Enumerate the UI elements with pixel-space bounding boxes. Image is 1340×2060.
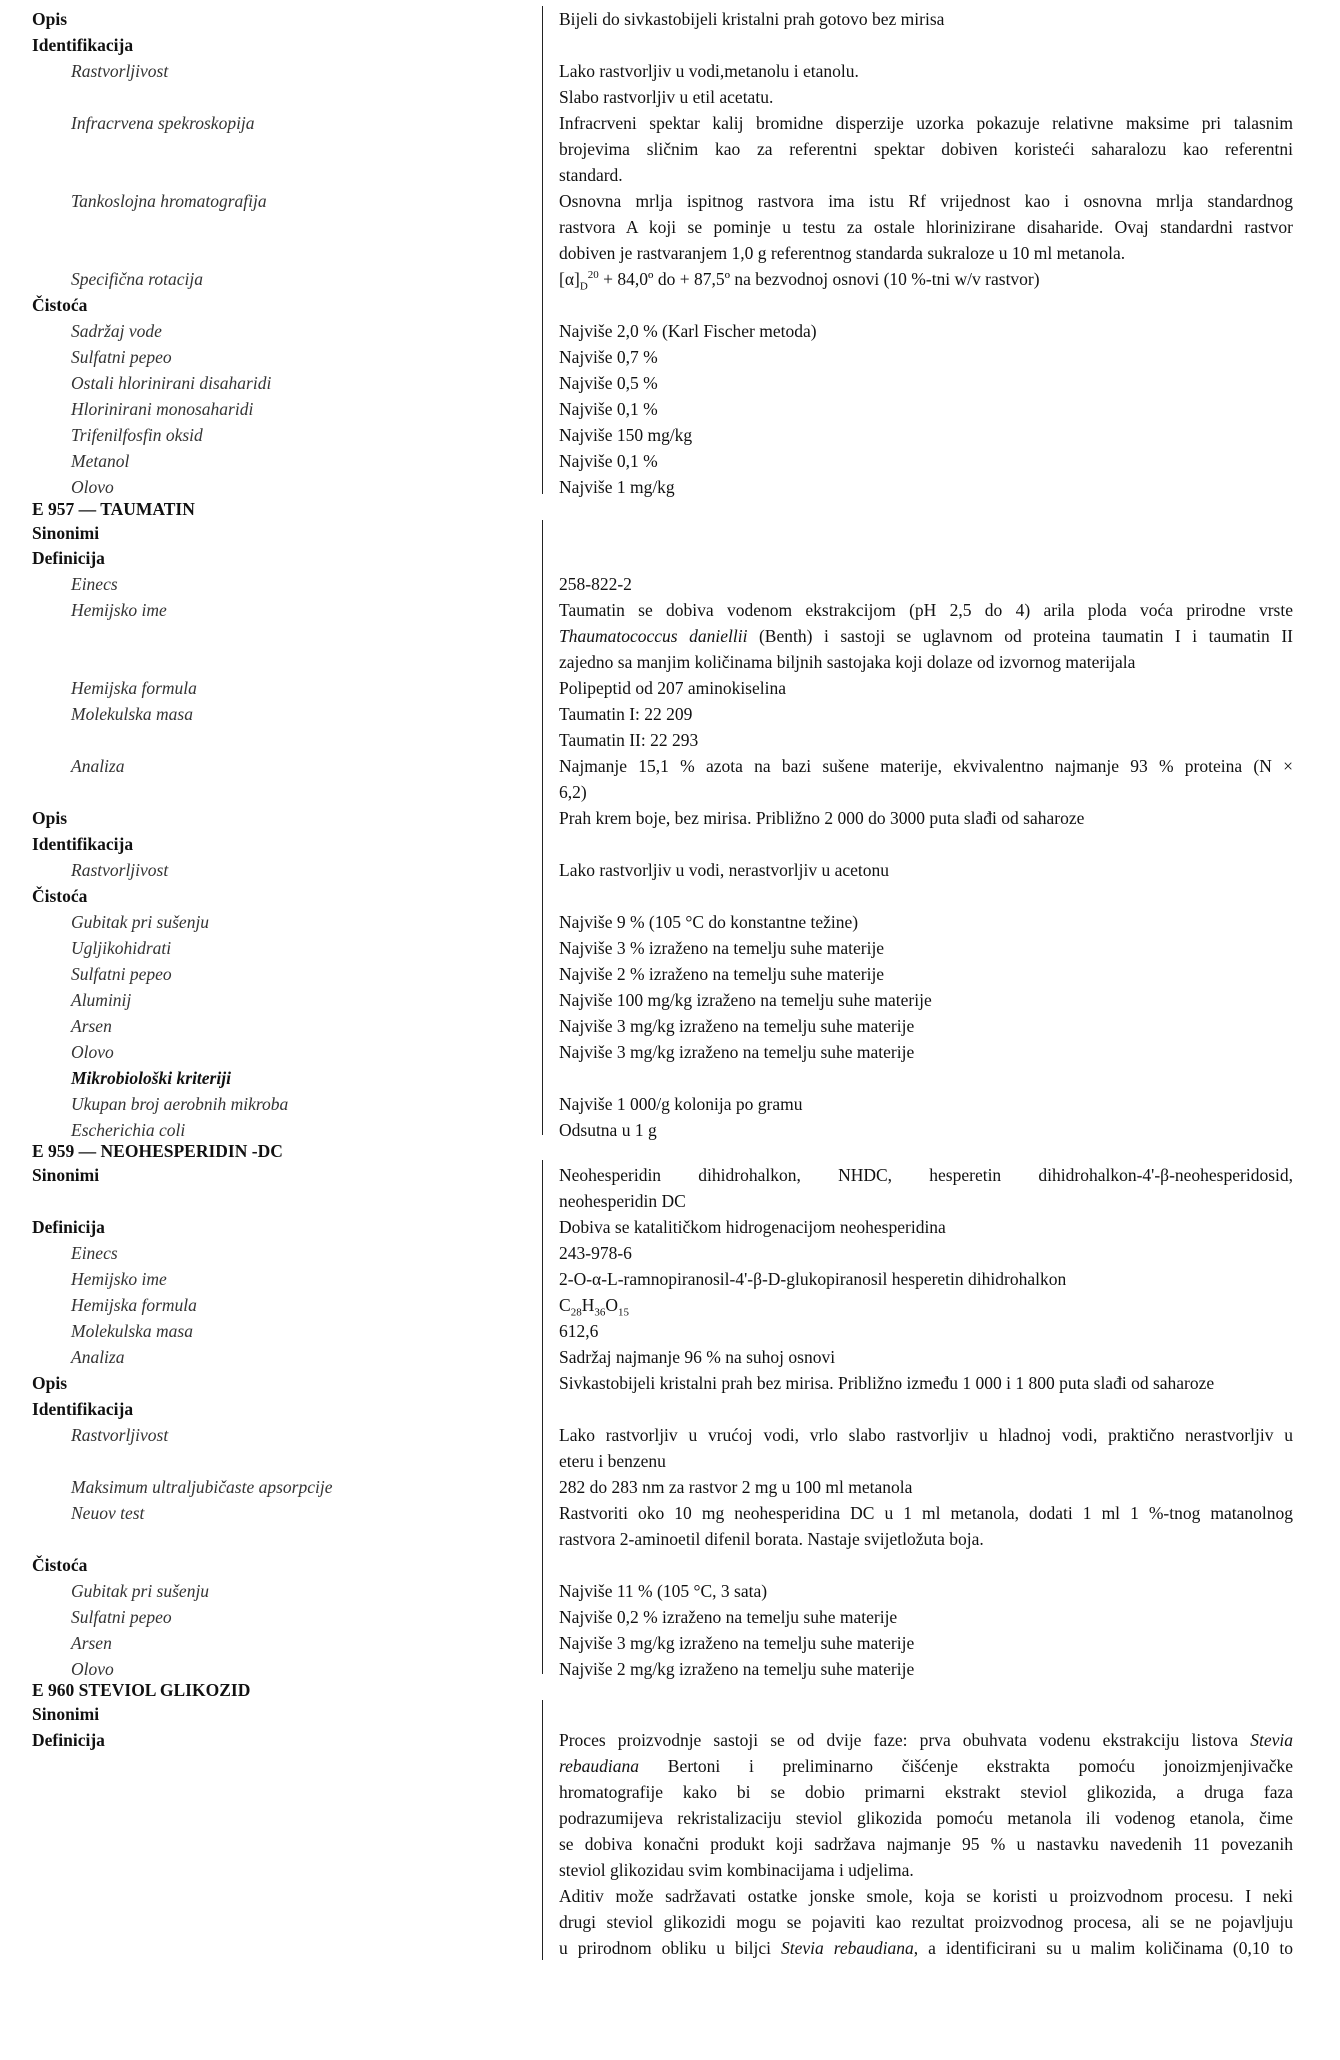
heading-cistoca: Čistoća — [32, 295, 88, 315]
purity-label: Olovo — [71, 477, 114, 497]
value-line: eteru i benzenu — [559, 1451, 666, 1471]
label-hemijsko-ime: Hemijsko ime — [71, 1269, 167, 1289]
value-line: standard. — [559, 165, 623, 185]
heading-cistoca: Čistoća — [32, 886, 88, 906]
value-text: (Benth) i sastoji se uglavnom od proteina taumatin I i taumatin II — [747, 626, 1293, 646]
alpha-symbol: [α] — [559, 269, 580, 289]
label-rastvorljivost: Rastvorljivost — [71, 860, 169, 880]
value-analiza: Sadržaj najmanje 96 % na suhoj osnovi — [559, 1347, 836, 1367]
label-aerobni: Ukupan broj aerobnih mikroba — [71, 1094, 289, 1114]
value-line: rastvora A koji se pominje u testu za ostale hlorinizirane disaharide. Ovaj standardni rastvor — [559, 217, 1293, 237]
label-neu: Neuov test — [71, 1503, 145, 1523]
column-rule — [542, 6, 543, 494]
purity-label: Aluminij — [71, 990, 132, 1010]
value-definicija — [559, 1727, 1293, 1961]
value-line: hromatografije kako bi se dobio primarni ekstrakt steviol glikozida, a druga faza — [559, 1782, 1293, 1802]
heading-cistoca: Čistoća — [32, 1555, 88, 1575]
label-formula: Hemijska formula — [71, 1295, 197, 1315]
purity-value: Najviše 3 mg/kg izraženo na temelju suhe materije — [559, 1633, 915, 1653]
purity-value: Najviše 0,5 % — [559, 373, 658, 393]
purity-value: Najviše 1 mg/kg — [559, 477, 675, 497]
label-rastvorljivost: Rastvorljivost — [71, 61, 169, 81]
purity-value: Najviše 3 mg/kg izraženo na temelju suhe materije — [559, 1042, 915, 1062]
value-line: Aditiv može sadržavati ostatke jonske smole, koja se koristi u proizvodnom procesu. I neki — [559, 1886, 1293, 1906]
label-opis: Opis — [32, 808, 68, 828]
value-text: u prirodnom obliku u biljci — [559, 1938, 781, 1958]
purity-value: Najviše 0,7 % — [559, 347, 658, 367]
label-ir: Infracrvena spekroskopija — [71, 113, 255, 133]
value-neu — [559, 1500, 1293, 1552]
superscript: 20 — [587, 269, 599, 282]
value-ir — [559, 110, 1293, 188]
purity-label: Hlorinirani monosaharidi — [71, 399, 254, 419]
purity-label: Sulfatni pepeo — [71, 347, 172, 367]
column-rule — [542, 1160, 543, 1674]
purity-value: Najviše 11 % (105 °C, 3 sata) — [559, 1581, 768, 1601]
purity-label: Trifenilfosfin oksid — [71, 425, 203, 445]
value-line — [559, 1935, 1293, 1961]
subscript: 28 — [570, 1306, 582, 1319]
heading-definicija: Definicija — [32, 1217, 105, 1237]
section-title-e960: E 960 STEVIOL GLIKOZID — [32, 1680, 251, 1700]
value-uv: 282 do 283 nm za rastvor 2 mg u 100 ml metanola — [559, 1477, 913, 1497]
label-rastvorljivost: Rastvorljivost — [71, 1425, 169, 1445]
value-line: Infracrveni spektar kalij bromidne disperzije uzorka pokazuje relativne maksime pri talasnim — [559, 113, 1293, 133]
heading-sinonimi: Sinonimi — [32, 1165, 100, 1185]
purity-label: Metanol — [71, 451, 130, 471]
label-rotacija: Specifična rotacija — [71, 269, 204, 289]
element-symbol: O — [605, 1295, 618, 1315]
rotation-range: + 84,0º do + 87,5º na bezvodnoj osnovi (10 %-tni w/v rastvor) — [598, 269, 1040, 289]
purity-label: Gubitak pri sušenju — [71, 912, 210, 932]
label-analiza: Analiza — [71, 756, 125, 776]
purity-label: Sadržaj vode — [71, 321, 162, 341]
purity-value: Najviše 2,0 % (Karl Fischer metoda) — [559, 321, 817, 341]
purity-label: Gubitak pri sušenju — [71, 1581, 210, 1601]
value-line: Rastvoriti oko 10 mg neohesperidina DC u 1 ml metanola, dodati 1 ml 1 %-tnog matanolnog — [559, 1503, 1293, 1523]
value-rastvorljivost: Lako rastvorljiv u vodi, nerastvorljiv u acetonu — [559, 860, 889, 880]
label-masa: Molekulska masa — [71, 704, 193, 724]
value-line: Lako rastvorljiv u vrućoj vodi, vrlo slabo rastvorljiv u hladnoj vodi, praktično nerastvorljiv u — [559, 1425, 1293, 1445]
value-text: Proces proizvodnje sastoji se od dvije faze: prva obuhvata vodenu ekstrakciju listova — [559, 1730, 1251, 1750]
value-text: , a identificirani su u malim količinama (0,10 to — [913, 1938, 1293, 1958]
heading-sinonimi: Sinonimi — [32, 1704, 100, 1724]
label-hemijsko-ime: Hemijsko ime — [71, 600, 167, 620]
value-rastvorljivost — [559, 58, 1293, 110]
purity-value: Najviše 100 mg/kg izraženo na temelju suhe materije — [559, 990, 932, 1010]
value-text: Bertoni i preliminarno čišćenje ekstrakta pomoću jonoizmjenjivačke — [639, 1756, 1293, 1776]
value-line: Taumatin se dobiva vodenom ekstrakcijom (pH 2,5 do 4) arila ploda voća prirodne vrste — [559, 600, 1293, 620]
value-hemijsko-ime — [559, 597, 1293, 675]
heading-definicija: Definicija — [32, 1730, 105, 1750]
value-ecoli: Odsutna u 1 g — [559, 1120, 657, 1140]
heading-identifikacija: Identifikacija — [32, 834, 134, 854]
value-line: 6,2) — [559, 782, 587, 802]
label-analiza: Analiza — [71, 1347, 125, 1367]
value-definicija: Dobiva se katalitičkom hidrogenacijom neohesperidina — [559, 1217, 946, 1237]
purity-value: Najviše 0,1 % — [559, 451, 658, 471]
value-einecs: 243-978-6 — [559, 1243, 632, 1263]
value-masa: 612,6 — [559, 1321, 599, 1341]
column-rule — [542, 520, 543, 1135]
value-line: drugi steviol glikozidi mogu se pojaviti kao rezultat proizvodnog procesa, ali se ne pojavljuju — [559, 1912, 1293, 1932]
heading-sinonimi: Sinonimi — [32, 523, 100, 543]
value-line: Slabo rastvorljiv u etil acetatu. — [559, 87, 774, 107]
label-opis: Opis — [32, 1373, 68, 1393]
value-line: Taumatin I: 22 209 — [559, 704, 693, 724]
subscript: 15 — [617, 1306, 629, 1319]
value-line — [559, 1753, 1293, 1779]
value-sinonimi — [559, 1162, 1293, 1214]
value-line: rastvora 2-aminoetil difenil borata. Nastaje svijetložuta boja. — [559, 1529, 984, 1549]
value-line — [559, 623, 1293, 649]
element-symbol: C — [559, 1295, 571, 1315]
label-einecs: Einecs — [71, 1243, 118, 1263]
value-line: Osnovna mrlja ispitnog rastvora ima istu Rf vrijednost kao i osnovna mrlja standardnog — [559, 191, 1293, 211]
value-hemijsko-ime: 2-O-α-L-ramnopiranosil-4'-β-D-glukopiranosil hesperetin dihidrohalkon — [559, 1269, 1067, 1289]
value-line: neohesperidin DC — [559, 1191, 686, 1211]
value-analiza — [559, 753, 1293, 805]
value-masa — [559, 701, 1293, 753]
heading-definicija: Definicija — [32, 548, 105, 568]
label-uv: Maksimum ultraljubičaste apsorpcije — [71, 1477, 333, 1497]
heading-mikrobioloski: Mikrobiološki kriteriji — [71, 1068, 231, 1088]
value-aerobni: Najviše 1 000/g kolonija po gramu — [559, 1094, 803, 1114]
value-rotacija — [559, 266, 1293, 292]
column-rule — [542, 1700, 543, 1960]
value-opis: Sivkastobijeli kristalni prah bez mirisa. Približno između 1 000 i 1 800 puta slađi od saharoze — [559, 1373, 1215, 1393]
value-formula: Polipeptid od 207 aminokiselina — [559, 678, 786, 698]
value-line: steviol glikozidau svim kombinacijama i udjelima. — [559, 1860, 914, 1880]
value-einecs: 258-822-2 — [559, 574, 632, 594]
species-name: rebaudiana — [559, 1756, 640, 1776]
purity-label: Olovo — [71, 1042, 114, 1062]
section-title-e959: E 959 — NEOHESPERIDIN -DC — [32, 1141, 283, 1161]
purity-value: Najviše 0,2 % izraženo na temelju suhe materije — [559, 1607, 898, 1627]
purity-value: Najviše 2 % izraženo na temelju suhe materije — [559, 964, 885, 984]
value-line: Najmanje 15,1 % azota na bazi sušene materije, ekvivalentno najmanje 93 % proteina (N × — [559, 756, 1293, 776]
value-formula — [559, 1292, 1293, 1318]
label-einecs: Einecs — [71, 574, 118, 594]
subscript: 36 — [594, 1306, 606, 1319]
purity-label: Ugljikohidrati — [71, 938, 172, 958]
value-line — [559, 1727, 1293, 1753]
value-line: Taumatin II: 22 293 — [559, 730, 699, 750]
species-name: Thaumatococcus daniellii — [559, 626, 748, 646]
species-name: Stevia rebaudiana — [780, 1938, 914, 1958]
value-line: se dobiva konačni produkt koji sadržava najmanje 95 % u nastavku navedenih 11 povezanih — [559, 1834, 1293, 1854]
purity-value: Najviše 150 mg/kg — [559, 425, 693, 445]
value-line: Neohesperidin dihidrohalkon, NHDC, hesperetin dihidrohalkon-4'-β-neohesperidosid, — [559, 1165, 1293, 1185]
species-name: Stevia — [1250, 1730, 1293, 1750]
purity-value: Najviše 2 mg/kg izraženo na temelju suhe materije — [559, 1659, 915, 1679]
purity-value: Najviše 3 mg/kg izraženo na temelju suhe materije — [559, 1016, 915, 1036]
heading-identifikacija: Identifikacija — [32, 1399, 134, 1419]
purity-label: Olovo — [71, 1659, 114, 1679]
label-ecoli: Escherichia coli — [71, 1120, 186, 1140]
value-line: dobiven je rastvaranjem 1,0 g referentnog standarda sukraloze u 10 ml metanola. — [559, 243, 1126, 263]
value-line: brojevima sličnim kao za referentni spektar dobiven koristeći saharalozu kao referentni — [559, 139, 1293, 159]
label-formula: Hemijska formula — [71, 678, 197, 698]
purity-label: Arsen — [71, 1016, 112, 1036]
value-line: zajedno sa manjim količinama biljnih sastojaka koji dolaze od izvornog materijala — [559, 652, 1136, 672]
value-opis: Prah krem boje, bez mirisa. Približno 2 000 do 3000 puta slađi od saharoze — [559, 808, 1085, 828]
section-title-e957: E 957 — TAUMATIN — [32, 499, 195, 519]
value-line: Lako rastvorljiv u vodi,metanolu i etanolu. — [559, 61, 859, 81]
label-tlc: Tankoslojna hromatografija — [71, 191, 267, 211]
heading-identifikacija: Identifikacija — [32, 35, 134, 55]
purity-label: Sulfatni pepeo — [71, 964, 172, 984]
value-line: podrazumijeva rekristalizaciju steviol glikozida pomoću metanola ili vodenog etanola, čime — [559, 1808, 1293, 1828]
purity-value: Najviše 0,1 % — [559, 399, 658, 419]
subscript: D — [579, 280, 588, 293]
label-masa: Molekulska masa — [71, 1321, 193, 1341]
purity-value: Najviše 9 % (105 °C do konstantne težine) — [559, 912, 859, 932]
label-opis: Opis — [32, 9, 68, 29]
value-tlc — [559, 188, 1293, 266]
element-symbol: H — [581, 1295, 595, 1315]
value-opis: Bijeli do sivkastobijeli kristalni prah gotovo bez mirisa — [559, 9, 945, 29]
purity-label: Sulfatni pepeo — [71, 1607, 172, 1627]
purity-label: Arsen — [71, 1633, 112, 1653]
purity-value: Najviše 3 % izraženo na temelju suhe materije — [559, 938, 885, 958]
value-rastvorljivost — [559, 1422, 1293, 1474]
purity-label: Ostali hlorinirani disaharidi — [71, 373, 272, 393]
